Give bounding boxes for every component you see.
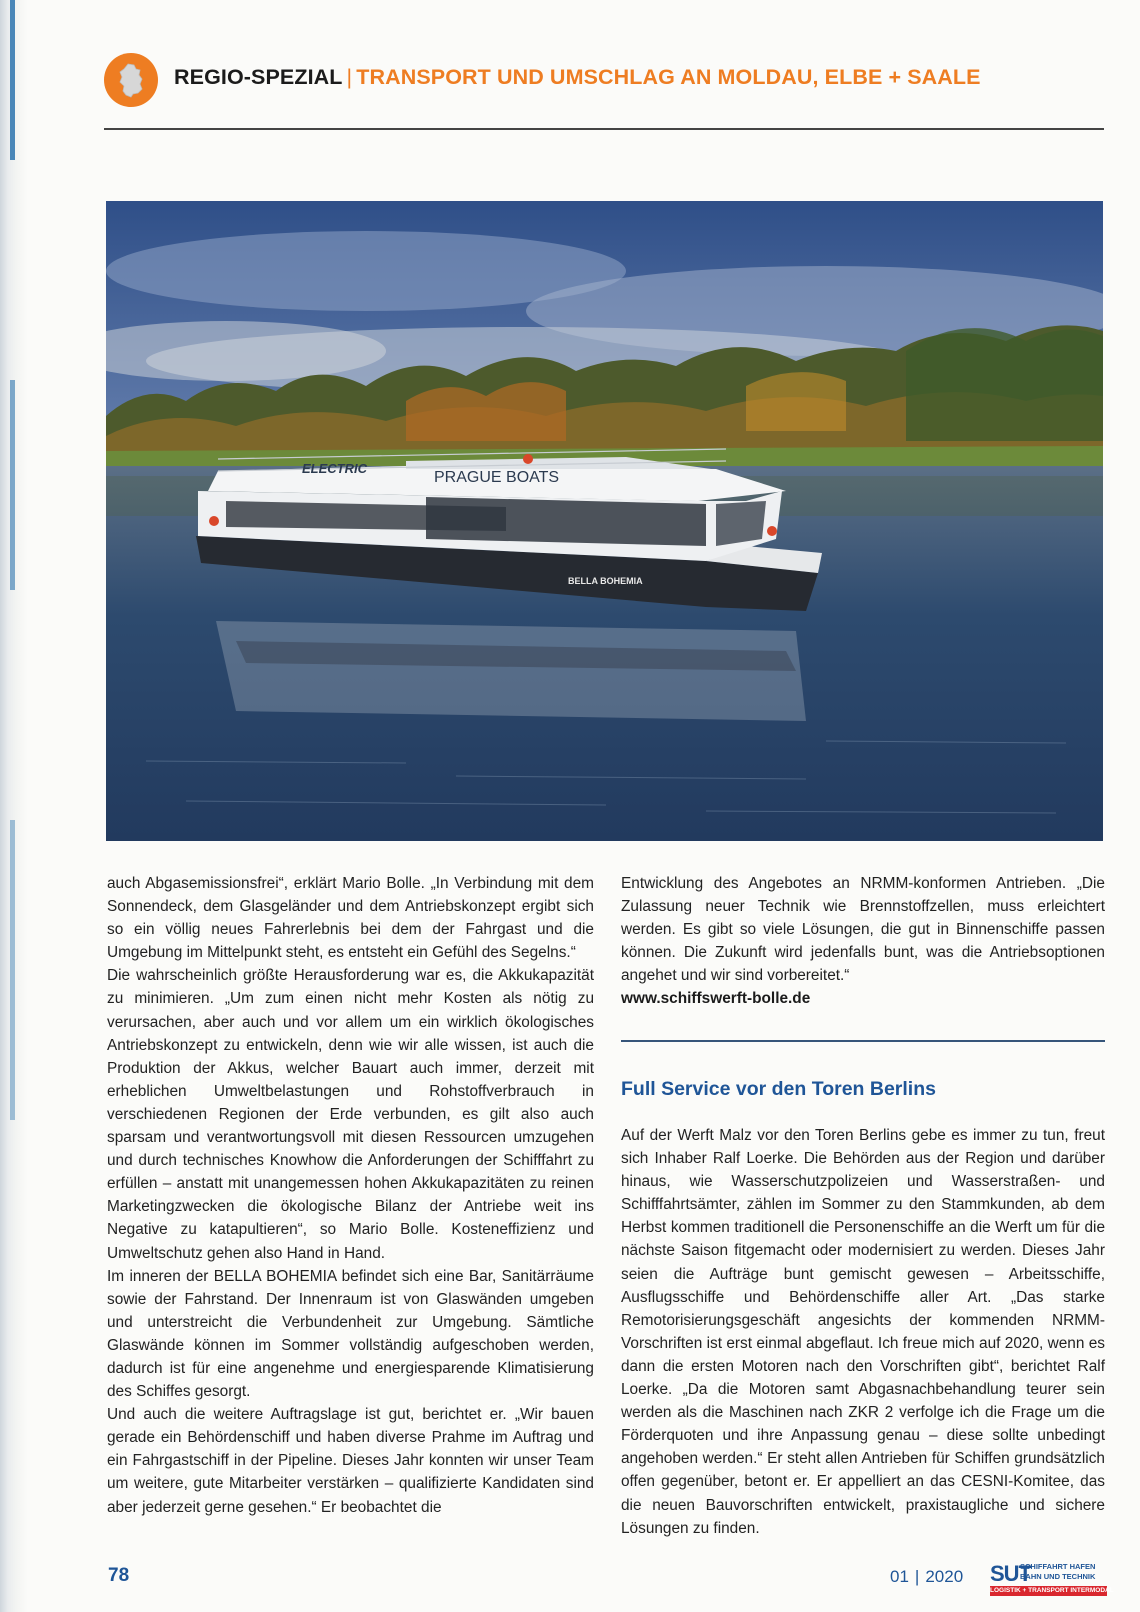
website-link[interactable]: www.schiffswerft-bolle.de xyxy=(621,990,811,1008)
scan-edge xyxy=(0,0,28,1612)
paragraph: Im inneren der BELLA BOHEMIA befindet sich eine Bar, Sanitärräume sowie der Fahrstand. Der Innenraum ist von Glaswänden umgeben und unterstreicht die Verbundenheit zur Umgebung. Sämtliche Glaswände können im Sommer vollständig aufgeschoben werden, dadurch ist für eine angenehme und energiesparende Klimatisierung des Schiffes gesorgt. xyxy=(107,1267,594,1401)
paragraph: Und auch die weitere Auftragslage ist gut, berichtet er. „Wir bauen gerade ein Behördenschiff und haben diverse Prahme im Auftrag und ein Fahrgastschiff in der Pipeline. Dieses Jahr konnten wir unser Team um weitere, gute Mitarbeiter verstärken – qualifizierte Kandidaten sind aber jederzeit gerne gesehen.“ Er beobachtet die xyxy=(107,1406,594,1516)
scan-edge-mark xyxy=(10,380,15,590)
section-topic: TRANSPORT UND UMSCHLAG AN MOLDAU, ELBE + SAALE xyxy=(356,65,981,89)
article-left-column xyxy=(107,872,594,1519)
page-number: 78 xyxy=(108,1565,130,1586)
paragraph: Entwicklung des Angebotes an NRMM-konformen Antrieben. „Die Zulassung neuer Technik wie Brennstoffzellen, muss erleichtert werden. Es gibt so viele Lösungen, die gut in Binnenschiffe passen können. Die Zukunft wird jedenfalls bunt, was die Antriebsoptionen angehet und wir sind vorbereitet.“ xyxy=(621,875,1105,985)
boat-photo xyxy=(106,201,1103,841)
scan-edge-mark xyxy=(10,0,15,160)
issue-year: 2020 xyxy=(925,1567,964,1586)
paragraph: Die wahrscheinlich größte Herausforderung war es, die Akkukapazität zu minimieren. „Um zum einen nicht mehr Kosten als nötig zu verursachen, aber auch und vor allem um ein wirklich ökologisches Antriebskonzept zu entwickeln, denn wie wir alle wissen, ist auch die Produktion der Akkus, welcher Bauart auch immer, derzeit mit erheblichen Umweltbelastungen und Rohstoffverbrauch in verschiedenen Regionen der Erde verbunden, es gilt also auch sparsam und verantwortungsvoll mit diesen Ressourcen umzugehen und durch technisches Knowhow die Anforderungen der Schifffahrt zu erfüllen – anstatt mit unangemessen hohen Akkukapazitäten zu reinen Marketingzwecken die ökologische Bilanz der Antriebe weit ins Negative zu katapultieren“, so Mario Bolle. Kosteneffizienz und Umweltschutz gehen also Hand in Hand. xyxy=(107,967,594,1262)
magazine-logo-mark: SUT xyxy=(990,1561,1031,1586)
paragraph: auch Abgasemissionsfrei“, erklärt Mario Bolle. „In Verbindung mit dem Sonnendeck, dem Glasgeländer und dem Antriebskonzept ergibt sich so ein völlig neues Fahrerlebnis bei dem der Fahrgast und die Umgebung im Mittelpunkt steht, es entsteht ein Gefühl des Segelns.“ xyxy=(107,875,594,962)
page-header xyxy=(104,53,1104,109)
magazine-logo-line1: SCHIFFAHRT HAFEN xyxy=(1020,1562,1096,1571)
article-right-column xyxy=(621,872,1105,1011)
issue-separator: | xyxy=(914,1567,920,1586)
paragraph: Auf der Werft Malz vor den Toren Berlins gebe es immer zu tun, freut sich Inhaber Ralf Loerke. Die Behörden aus der Region und darüber hinaus, wie Wasserschutzpolizeien und Wasserstraßen- und Schifffahrtsämter, zählen im Sommer zu den Stammkunden, ab dem Herbst kommen traditionell die Personenschiffe an die Werft um für die nächste Saison fitgemacht oder modernisiert zu werden. Dieses Jahr seien die Aufträge bunt gemischt gewesen – Arbeitsschiffe, Ausflugsschiffe und Behördenschiffe aller Art. „Das starke Remotorisierungsgeschäft angesichts der kommenden NRMM-Vorschriften ist erst einmal abgeflaut. Ich freue mich auf 2020, wenn es dann die ersten Motoren nach den Vorschriften gibt“, berichtet Ralf Loerke. „Da die Motoren samt Abgasnachbehandlung teurer sein werden als die Maschinen nach ZKR 2 verfolge ich die Frage um die Förderquoten und ihre Anpassung genau – diese sollte unbedingt angehoben werden.“ Er steht allen Antrieben für Schiffen grundsätzlich offen gegenüber, betont er. Er appelliert an das CESNI-Komitee, das die neuen Bauvorschriften entwickelt, praxistaugliche und sichere Lösungen zu finden. xyxy=(621,1127,1105,1537)
boat-sign-prague-boats: PRAGUE BOATS xyxy=(434,469,560,486)
section-divider xyxy=(621,1040,1105,1042)
headline-separator: | xyxy=(346,65,353,89)
scan-edge-mark xyxy=(10,820,15,1120)
header-rule xyxy=(104,128,1104,130)
section-headline xyxy=(174,65,981,90)
boat-name-label: BELLA BOHEMIA xyxy=(568,576,643,586)
section-subheading: Full Service vor den Toren Berlins xyxy=(621,1078,936,1100)
section-label: REGIO-SPEZIAL xyxy=(174,65,343,89)
germany-map-icon xyxy=(104,53,158,107)
boat-sign-electric: ELECTRIC xyxy=(302,461,367,476)
magazine-logo xyxy=(990,1561,1114,1601)
magazine-logo-line2: BAHN UND TECHNIK xyxy=(1020,1572,1096,1581)
issue-number: 01 xyxy=(890,1567,909,1586)
issue-info xyxy=(890,1567,963,1587)
article-right-column-body xyxy=(621,1124,1105,1540)
magazine-logo-line3: LOGISTIK + TRANSPORT INTERMODAL xyxy=(990,1587,1114,1594)
